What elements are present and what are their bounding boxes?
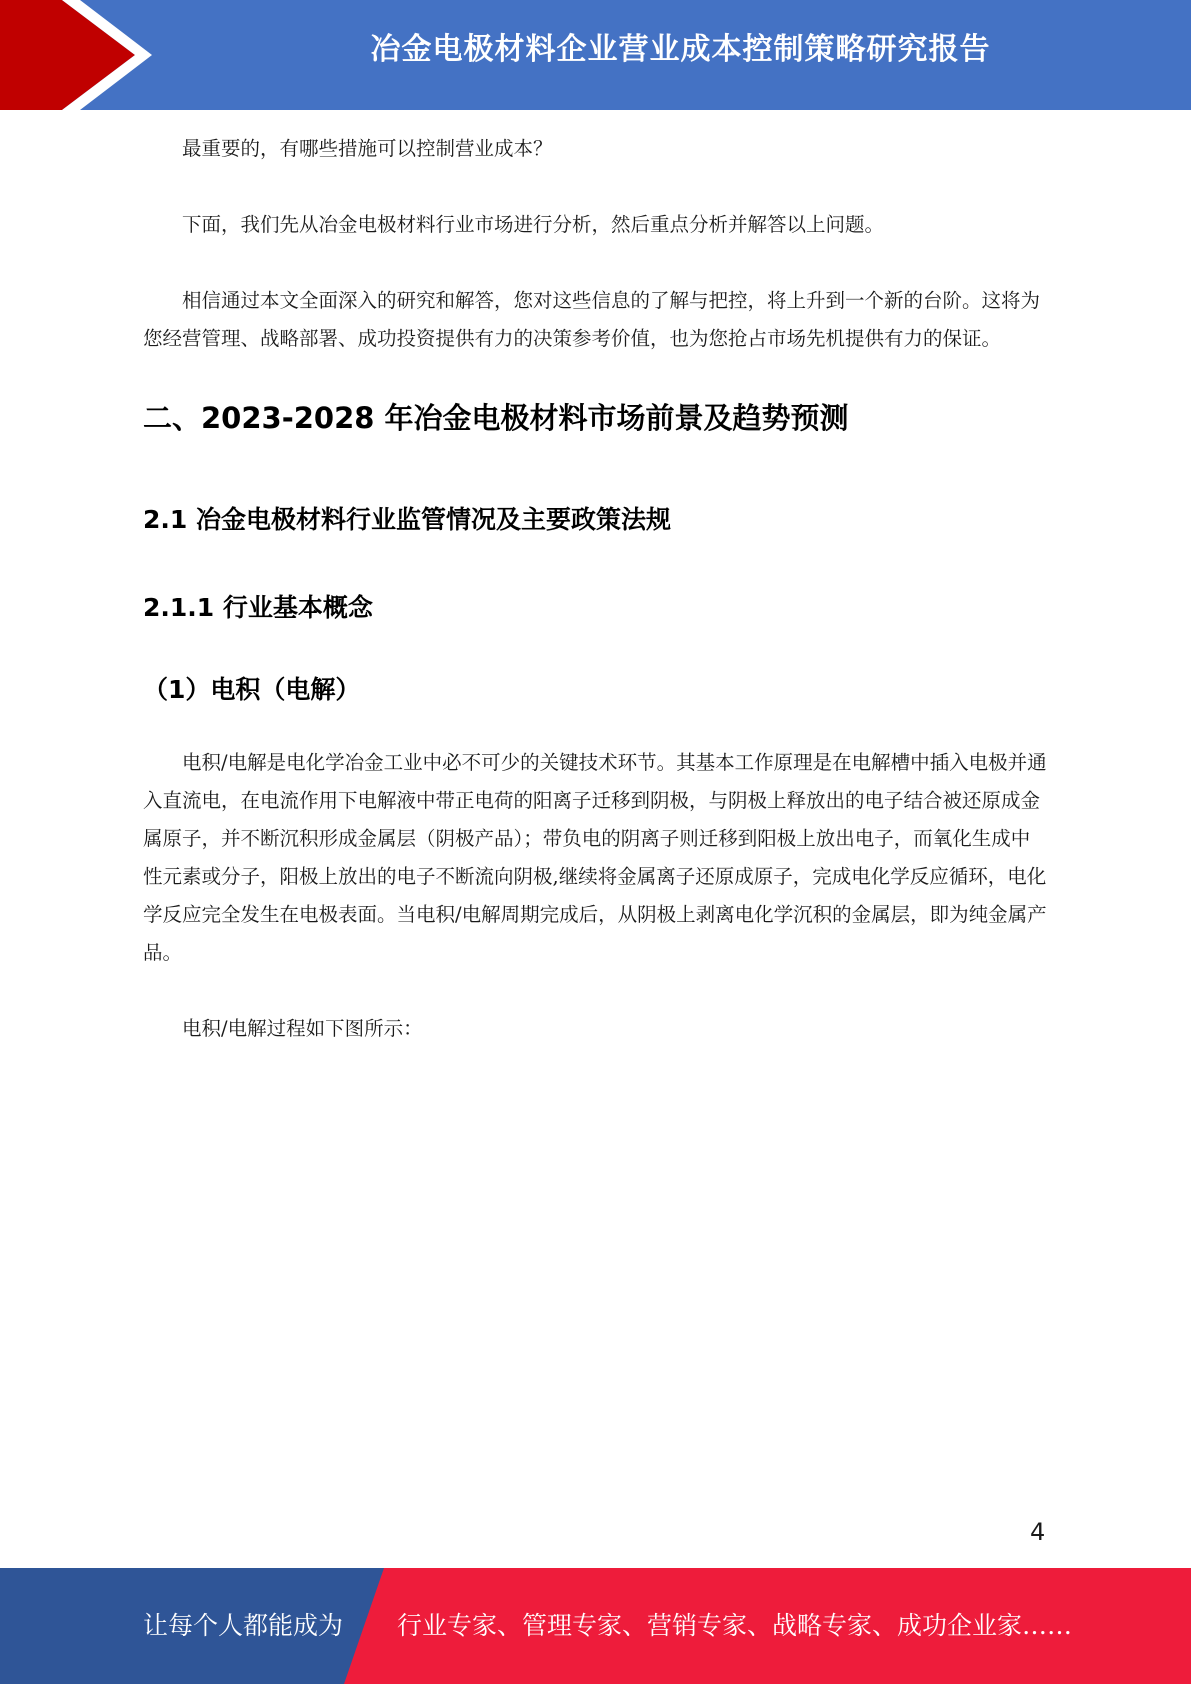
footer-slogan-left: 让每个人都能成为 [143, 1611, 344, 1640]
footer-slogan-right: 行业专家、管理专家、营销专家、战略专家、成功企业家…… [397, 1611, 1073, 1640]
item-heading: （1）电积（电解） [143, 675, 361, 704]
paragraph: 下面，我们先从冶金电极材料行业市场进行分析，然后重点分析并解答以上问题。 [182, 213, 885, 236]
page-content [143, 130, 1048, 1048]
paragraph: 电积/电解过程如下图所示： [182, 1017, 423, 1040]
paragraph: 相信通过本文全面深入的研究和解答，您对这些信息的了解与把控，将上升到一个新的台阶。这将为您经营管理、战略部署、成功投资提供有力的决策参考价值，也为您抢占市场先机提供有力的保证。 [143, 289, 1041, 350]
page-header [0, 0, 1191, 110]
page-footer [0, 1568, 1191, 1684]
paragraph: 电积/电解是电化学冶金工业中必不可少的关键技术环节。其基本工作原理是在电解槽中插入电极并通入直流电，在电流作用下电解液中带正电荷的阳离子迁移到阴极，与阴极上释放出的电子结合被还原成金属原子，并不断沉积形成金属层（阴极产品）；带负电的阴离子则迁移到阳极上放出电子，而氧化生成中性元素或分子，阳极上放出的电子不断流向阴极,继续将金属离子还原成原子，完成电化学反应循环，电化学反应完全发生在电极表面。当电积/电解周期完成后，从阴极上剥离电化学沉积的金属层，即为纯金属产品。 [143, 751, 1047, 964]
header-chevron-decoration [0, 0, 160, 110]
document-title: 冶金电极材料企业营业成本控制策略研究报告 [370, 32, 991, 67]
paragraph: 最重要的，有哪些措施可以控制营业成本？ [182, 137, 553, 160]
subsubsection-heading: 2.1.1 行业基本概念 [143, 593, 373, 622]
page-number: 4 [1030, 1518, 1046, 1546]
subsection-heading: 2.1 冶金电极材料行业监管情况及主要政策法规 [143, 505, 671, 534]
section-heading: 二、2023-2028 年冶金电极材料市场前景及趋势预测 [143, 401, 849, 435]
